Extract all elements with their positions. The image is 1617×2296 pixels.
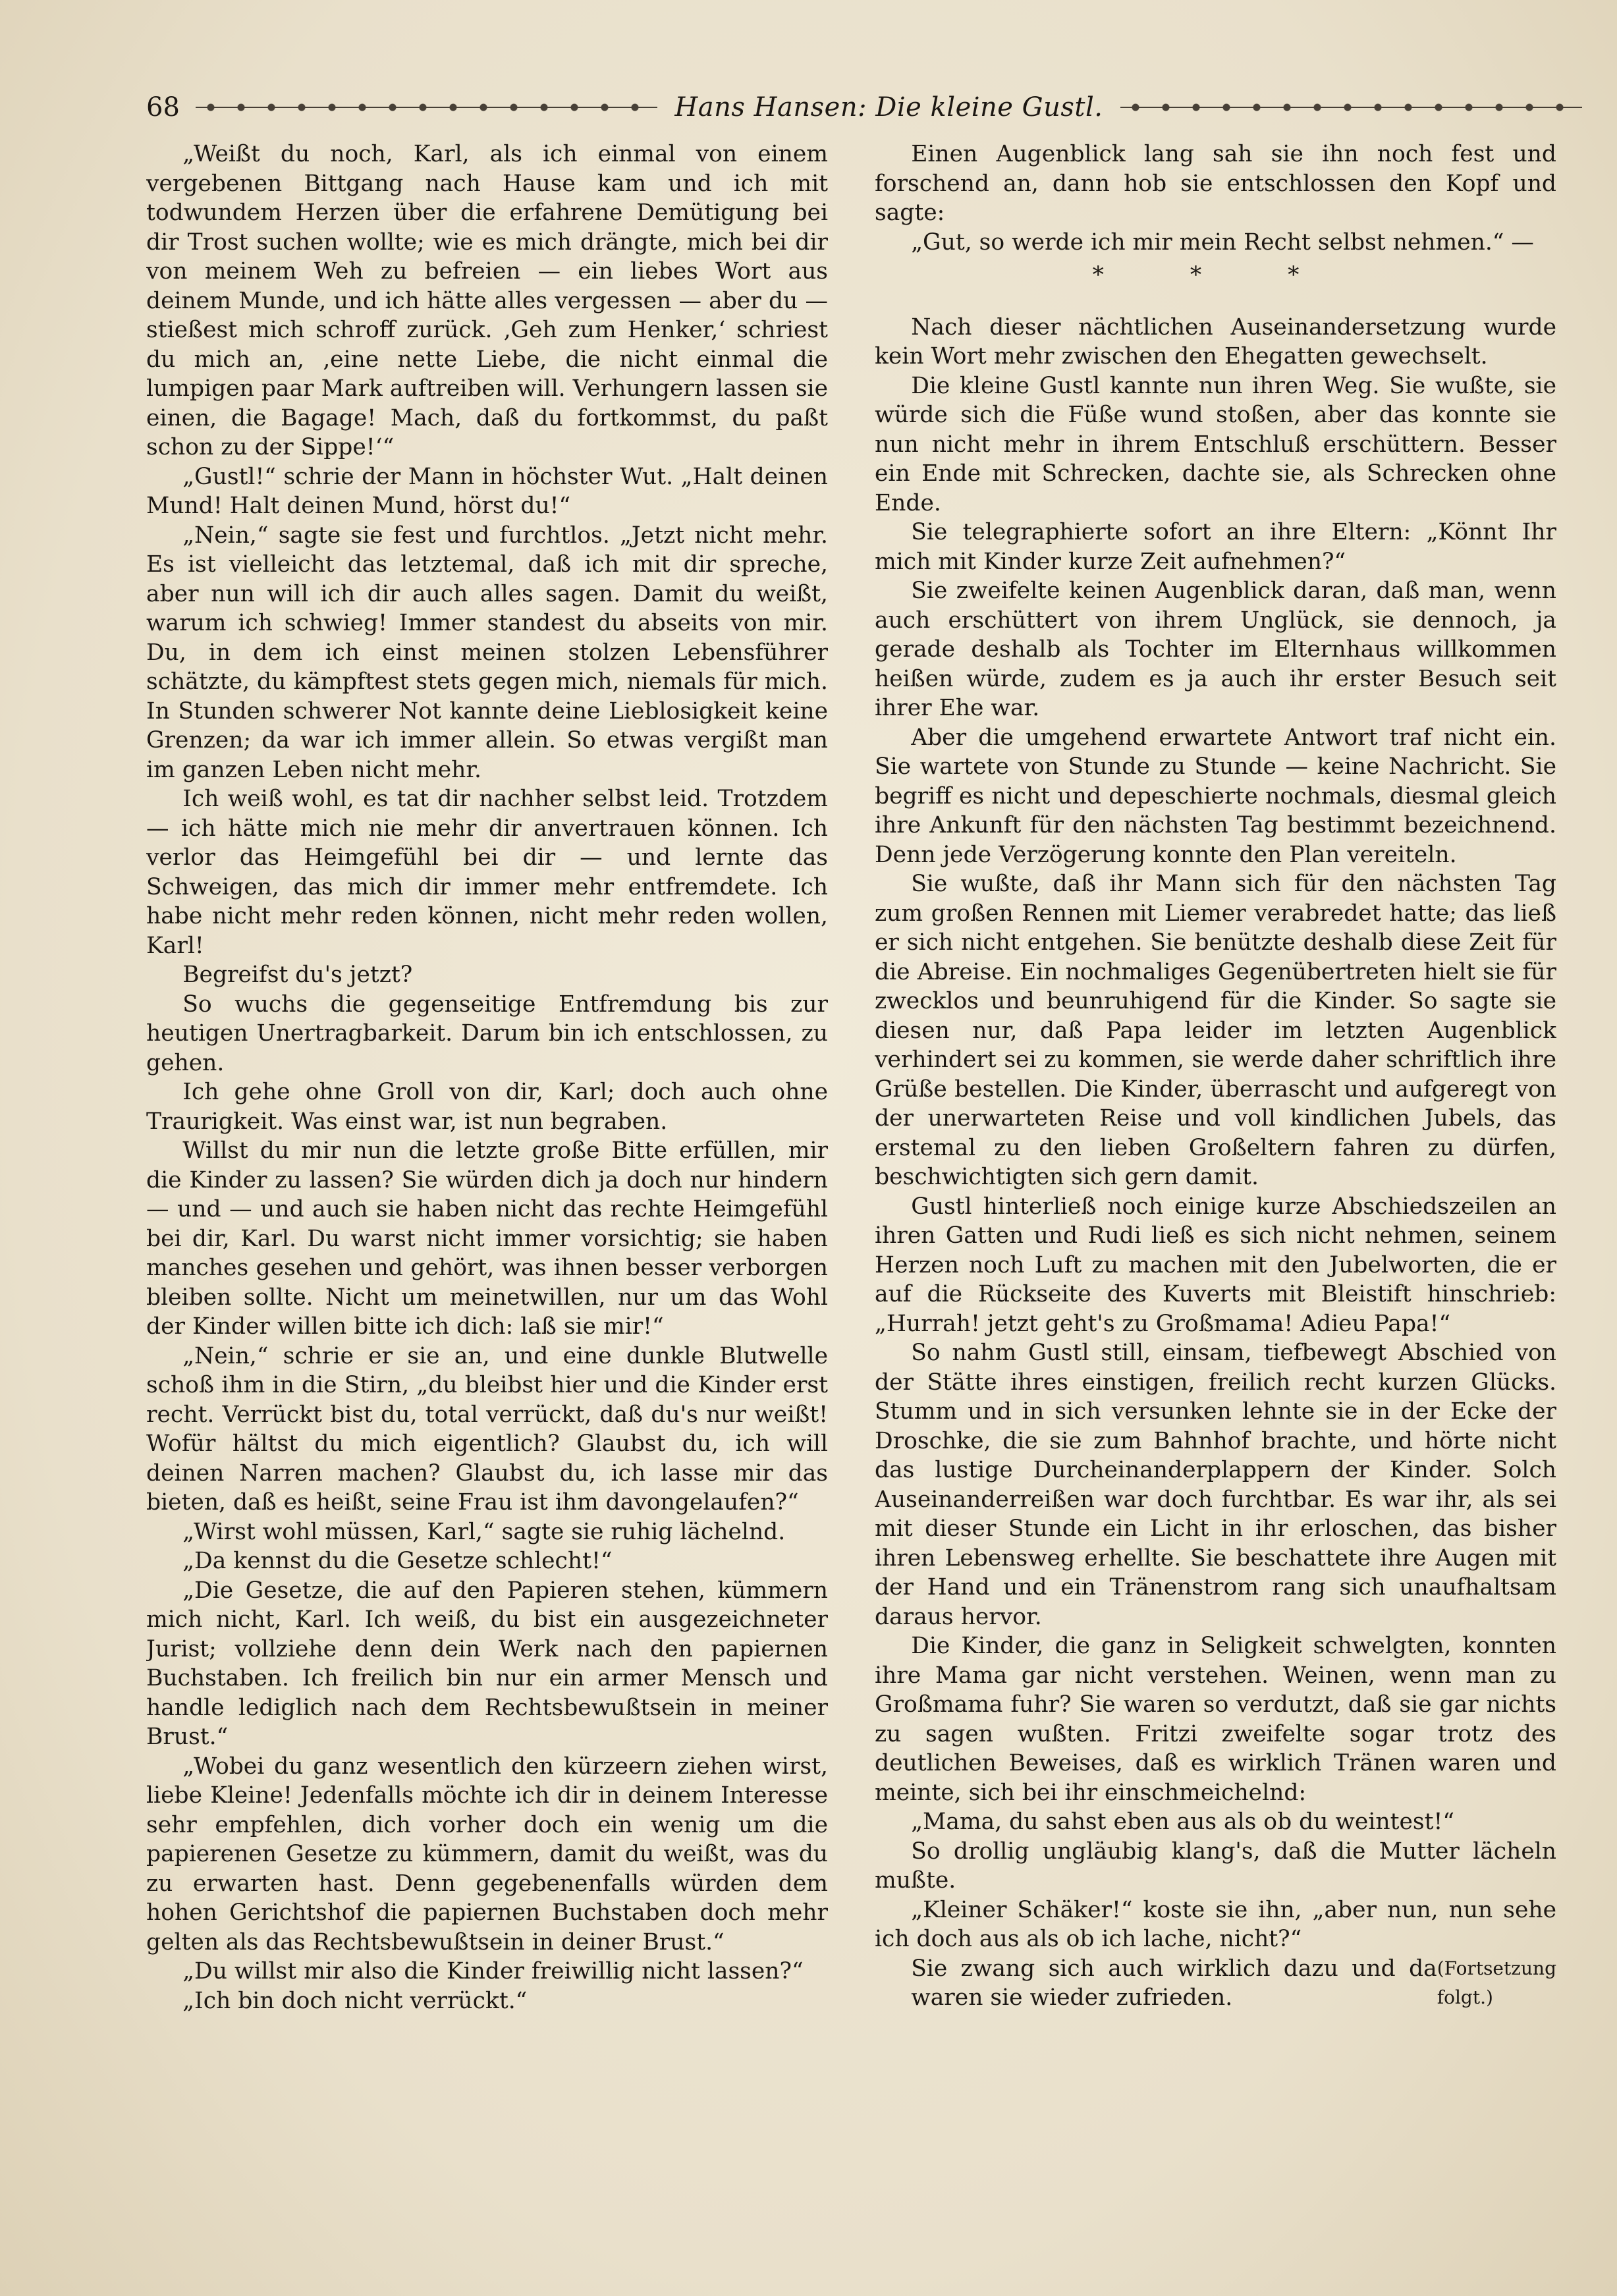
- paragraph: So nahm Gustl still, einsam, tiefbewegt Abschied von der Stätte ihres einstigen, freilich recht kurzen Glücks. Stumm und in sich versunken lehnte sie in der Ecke der Droschke, die sie zum Bahnhof brachte, und hörte nicht das lustige Durcheinanderplappern der Kinder. Solch Auseinanderreißen war doch furchtbar. Es war ihr, als sei mit dieser Stunde ein Licht in ihr erloschen, das bisher ihren Lebensweg erhellte. Sie beschattete ihre Augen mit der Hand und ein Tränenstrom rang sich unaufhaltsam daraus hervor.: [875, 1340, 1556, 1630]
- paragraph: Nach dieser nächtlichen Auseinandersetzung wurde kein Wort mehr zwischen den Ehegatten gewechselt.: [875, 314, 1556, 369]
- running-header: [146, 84, 1582, 130]
- paragraph: Begreifst du's jetzt?: [182, 962, 413, 988]
- paragraph: So drollig ungläubig klang's, daß die Mutter lächeln mußte.: [875, 1838, 1556, 1894]
- paragraph: „Nein,“ schrie er sie an, und eine dunkle Blutwelle schoß ihm in die Stirn, „du bleibst hier und die Kinder erst recht. Verrückt bist du, total verrückt, daß du's nur weißt! Wofür hältst du mich eigentlich? Glaubst du, ich will deinen Narren machen? Glaubst du, ich lasse mir das bieten, daß es heißt, seine Frau ist ihm davongelaufen?“: [146, 1342, 828, 1516]
- paragraph: Sie telegraphierte sofort an ihre Eltern: „Könnt Ihr mich mit Kinder kurze Zeit aufnehmen?“: [875, 519, 1556, 575]
- header-ornament-left: [196, 101, 658, 114]
- paragraph: Sie zweifelte keinen Augenblick daran, daß man, wenn auch erschüttert von ihrem Unglück, sie dennoch, ja gerade deshalb als Tochter im Elternhaus willkommen heißen würde, zudem es ja auch ihr erster Besuch seit ihrer Ehe war.: [875, 578, 1556, 721]
- running-title: Hans Hansen: Die kleine Gustl.: [674, 92, 1103, 123]
- final-line: Sie zwang sich auch wirklich dazu und da waren sie wieder zufrieden.: [911, 1955, 1437, 2011]
- paragraph: „Mama, du sahst eben aus als ob du weintest!“: [911, 1809, 1454, 1835]
- paragraph: Ich gehe ohne Groll von dir, Karl; doch auch ohne Traurigkeit. Was einst war, ist nun begraben.: [146, 1079, 828, 1135]
- paragraph: Ich weiß wohl, es tat dir nachher selbst leid. Trotzdem — ich hätte mich nie mehr dir anvertrauen können. Ich verlor das Heimgefühl bei dir — und lernte das Schweigen, das mich dir immer mehr entfremdete. Ich habe nicht mehr reden können, nicht mehr reden wollen, Karl!: [146, 786, 828, 959]
- left-column: [146, 140, 828, 2168]
- paragraph: Die kleine Gustl kannte nun ihren Weg. Sie wußte, sie würde sich die Füße wund stoßen, aber das konnte sie nun nicht mehr in ihrem Entschluß erschüttern. Besser ein Ende mit Schrecken, dachte sie, als Schrecken ohne Ende.: [875, 372, 1556, 516]
- paragraph: Willst du mir nun die letzte große Bitte erfüllen, mir die Kinder zu lassen? Sie würden dich ja doch nur hindern — und — und auch sie haben nicht das rechte Heimgefühl bei dir, Karl. Du warst nicht immer vorsichtig; sie haben manches gesehen und gehört, was ihnen besser verborgen bleiben sollte. Nicht um meinetwillen, nur um das Wohl der Kinder willen bitte ich dich: laß sie mir!“: [146, 1137, 828, 1340]
- paragraph: „Nein,“ sagte sie fest und furchtlos. „Jetzt nicht mehr. Es ist vielleicht das letztemal, daß ich mit dir spreche, aber nun will ich dir auch alles sagen. Damit du weißt, warum ich schwieg! Immer standest du abseits von mir. Du, in dem ich einst meinen stolzen Lebensführer schätzte, du kämpftest stets gegen mich, niemals für mich. In Stunden schwerer Not kannte deine Lieblosigkeit keine Grenzen; da war ich immer allein. So etwas vergißt man im ganzen Leben nicht mehr.: [146, 522, 828, 783]
- right-column: [875, 140, 1556, 2168]
- paragraph: Sie wußte, daß ihr Mann sich für den nächsten Tag zum großen Rennen mit Liemer verabredet hatte; das ließ er sich nicht entgehen. Sie benützte deshalb diese Zeit für die Abreise. Ein nochmaliges Gegenübertreten hielt sie für zwecklos und beunruhigend für die Kinder. So sagte sie diesen nur, daß Papa leider im letzten Augenblick verhindert sei zu kommen, sie werde daher schriftlich ihre Grüße bestellen. Die Kinder, überrascht und aufgeregt von der unerwarteten Reise und voll kindlichen Jubels, das erstemal zu den lieben Großeltern fahren zu dürfen, beschwichtigten sich gern damit.: [875, 871, 1556, 1190]
- paragraph: „Da kennst du die Gesetze schlecht!“: [182, 1548, 613, 1574]
- paragraph: So wuchs die gegenseitige Entfremdung bis zur heutigen Unertragbarkeit. Darum bin ich entschlossen, zu gehen.: [146, 991, 828, 1076]
- paragraph: „Ich bin doch nicht verrückt.“: [182, 1987, 528, 2014]
- paragraph: „Gut, so werde ich mir mein Recht selbst nehmen.“ —: [911, 229, 1534, 256]
- paragraph: „Wirst wohl müssen, Karl,“ sagte sie ruhig lächelnd.: [182, 1518, 786, 1545]
- section-break: * * *: [1092, 262, 1339, 288]
- paragraph: Aber die umgehend erwartete Antwort traf nicht ein. Sie wartete von Stunde zu Stunde — keine Nachricht. Sie begriff es nicht und depeschierte nochmals, diesmal gleich ihre Ankunft für den nächsten Tag bestimmt bezeichnend. Denn jede Verzögerung konnte den Plan vereiteln.: [875, 724, 1556, 868]
- header-ornament-right: [1120, 101, 1583, 114]
- paragraph: „Die Gesetze, die auf den Papieren stehen, kümmern mich nicht, Karl. Ich weiß, du bist ein ausgezeichneter Jurist; vollziehe denn dein Werk nach den papiernen Buchstaben. Ich freilich bin nur ein armer Mensch und handle lediglich nach dem Rechtsbewußtsein in meiner Brust.“: [146, 1577, 828, 1750]
- paragraph: Gustl hinterließ noch einige kurze Abschiedszeilen an ihren Gatten und Rudi ließ es sich nicht nehmen, seinem Herzen noch Luft zu machen mit den Jubelworten, die er auf die Rückseite des Kuverts mit Bleistift hinschrieb: „Hurrah! jetzt geht's zu Großmama! Adieu Papa!“: [875, 1193, 1556, 1337]
- page-number: 68: [146, 92, 180, 123]
- paragraph: „Gustl!“ schrie der Mann in höchster Wut. „Halt deinen Mund! Halt deinen Mund, hörst du!“: [146, 463, 828, 519]
- paragraph: „Wobei du ganz wesentlich den kürzeern ziehen wirst, liebe Kleine! Jedenfalls möchte ich dir in deinem Interesse sehr empfehlen, dich vorher doch ein wenig um die papierenen Gesetze zu kümmern, damit du weißt, was du zu erwarten hast. Denn gegebenenfalls würden dem hohen Gerichtshof die papiernen Buchstaben doch mehr gelten als das Rechtsbewußtsein in deiner Brust.“: [146, 1753, 828, 1955]
- paragraph: Einen Augenblick lang sah sie ihn noch fest und forschend an, dann hob sie entschlossen den Kopf und sagte:: [875, 141, 1556, 226]
- paragraph: „Weißt du noch, Karl, als ich einmal von einem vergebenen Bittgang nach Hause kam und ich mit todwundem Herzen über die erfahrene Demütigung bei dir Trost suchen wollte; wie es mich drängte, mich bei dir von meinem Weh zu befreien — ein liebes Wort aus deinem Munde, und ich hätte alles vergessen — aber du — stießest mich schroff zurück. ‚Geh zum Henker,‘ schriest du mich an, ‚eine nette Liebe, die nicht einmal die lumpigen paar Mark auftreiben will. Verhungern lassen sie einen, die Bagage! Mach, daß du fortkommst, du paßt schon zu der Sippe!‘“: [146, 141, 828, 460]
- continuation-note: (Fortsetzung folgt.): [1437, 1957, 1556, 2008]
- paragraph: „Kleiner Schäker!“ koste sie ihn, „aber nun, nun sehe ich doch aus als ob ich lache, nicht?“: [875, 1896, 1556, 1952]
- final-paragraph: [875, 1954, 1556, 2013]
- paragraph: „Du willst mir also die Kinder freiwillig nicht lassen?“: [182, 1958, 804, 1984]
- paragraph: Die Kinder, die ganz in Seligkeit schwelgten, konnten ihre Mama gar nicht verstehen. Weinen, wenn man zu Großmama fuhr? Sie waren so verdutzt, daß sie gar nichts zu sagen wußten. Fritzi zweifelte sogar trotz des deutlichen Beweises, daß es wirklich Tränen waren und meinte, sich bei ihr einschmeichelnd:: [875, 1633, 1556, 1806]
